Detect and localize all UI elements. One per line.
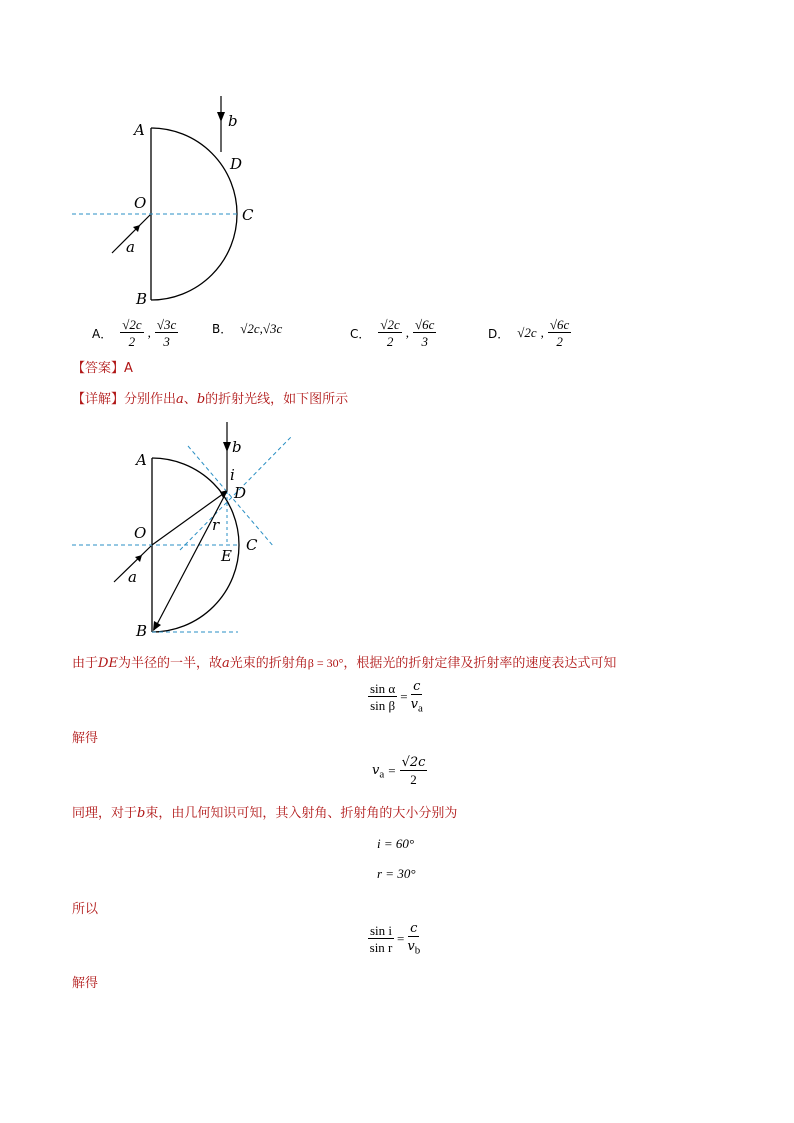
eq2-den: 2: [410, 772, 417, 787]
option-B[interactable]: [212, 320, 282, 337]
option-A-frac2: [155, 318, 178, 348]
suoyi: 所以: [72, 902, 99, 917]
option-A-frac2-den: 3: [163, 334, 170, 349]
option-A-frac1-num: √2c: [122, 317, 142, 332]
option-D-frac2-num: √6c: [549, 317, 570, 332]
refracted-ray-b-arrowhead: [153, 621, 161, 631]
label-r: r: [212, 516, 220, 534]
option-C-sep: ,: [405, 325, 410, 340]
option-D-frac2-den: 2: [556, 334, 563, 349]
answer-tag: 【答案】: [72, 361, 125, 376]
option-A-label: A．: [92, 326, 113, 341]
answer-line: [72, 357, 133, 376]
detail-a: a: [176, 392, 184, 407]
option-A-frac2-num: √3c: [156, 317, 177, 332]
label-a-2: a: [128, 568, 137, 586]
line2-pre: 同理，对于: [72, 806, 138, 821]
eq5-right-den-sub: b: [414, 944, 421, 957]
eq2-v: v: [372, 762, 380, 778]
option-C-frac1: [378, 318, 401, 348]
label-O-2: O: [134, 524, 147, 542]
option-C[interactable]: [350, 318, 436, 348]
line2-post: 束，由几何知识可知，其入射角、折射角的大小分别为: [145, 806, 458, 821]
eq1-right-den-sub: a: [417, 702, 423, 715]
option-C-frac2: [413, 318, 436, 348]
eq2-frac: [400, 756, 428, 786]
eq2-equals: =: [388, 763, 396, 778]
eq1-left-num: sin α: [370, 681, 396, 697]
option-B-label: B．: [212, 322, 233, 336]
line1-mid1: 为半径的一半，故: [117, 656, 222, 671]
option-D-frac2: [548, 318, 571, 348]
label-A-2: A: [136, 451, 147, 469]
option-A-sep: ,: [147, 325, 151, 340]
option-A-frac1: [120, 318, 143, 348]
label-i: i: [230, 466, 235, 484]
label-D-2: D: [234, 484, 247, 502]
eq5-equals: =: [397, 931, 405, 947]
figure-2-diagram: [60, 418, 310, 643]
option-C-label: C．: [350, 326, 371, 341]
detail-sep: 、: [183, 392, 197, 407]
equation-va: [372, 756, 427, 786]
label-C: C: [242, 206, 254, 224]
refracted-ray-b: [154, 491, 227, 630]
line1-a: a: [221, 656, 230, 671]
eq5-left-frac: [368, 924, 394, 954]
explanation-line-2: [72, 802, 457, 821]
line1-mid2: 光束的折射角: [229, 656, 308, 671]
option-C-frac1-num: √2c: [380, 317, 400, 332]
option-A[interactable]: [92, 318, 178, 348]
option-B-expr: √2c,√3c: [240, 320, 283, 336]
detail-b: b: [196, 392, 206, 407]
figure-1-diagram: [60, 90, 280, 310]
eq2-num: √2c: [401, 755, 426, 770]
option-A-frac1-den: 2: [128, 334, 136, 349]
eq5-right-num: c: [410, 921, 418, 936]
jiede-1: 解得: [72, 731, 99, 746]
label-A: A: [134, 121, 145, 139]
label-E: E: [221, 547, 232, 565]
option-C-frac2-num: √6c: [415, 317, 435, 332]
jiede-2: 解得: [72, 976, 99, 991]
option-D[interactable]: [488, 318, 571, 348]
equation-i: i = 60°: [377, 836, 415, 851]
label-D: D: [230, 155, 243, 173]
detail-tag: 【详解】: [72, 392, 125, 407]
option-D-label: D．: [488, 326, 510, 341]
equation-snell-b: [368, 922, 420, 957]
label-a: a: [126, 238, 135, 256]
eq1-right-frac: [411, 680, 423, 715]
ray-b-arrowhead: [217, 112, 225, 122]
eq1-equals: =: [400, 689, 408, 705]
ray-b-2-arrowhead: [223, 442, 231, 452]
eq5-left-num: sin i: [370, 923, 393, 939]
eq5-left-den: sin r: [369, 940, 393, 956]
eq1-left-den: sin β: [370, 698, 396, 714]
eq5-right-frac: [407, 922, 420, 957]
label-B-2: B: [136, 622, 148, 640]
line1-pre: 由于: [72, 656, 99, 671]
eq1-right-num: c: [413, 679, 421, 694]
line1-de: DE: [98, 656, 118, 671]
equation-r: r = 30°: [377, 866, 416, 881]
answer-value: A: [124, 361, 133, 376]
label-b: b: [228, 112, 238, 130]
eq1-right-den-v: v: [410, 697, 418, 712]
option-D-sep: ,: [540, 325, 544, 340]
option-D-v1: √2c: [517, 325, 537, 340]
equation-snell-a: [368, 680, 423, 715]
option-C-frac2-den: 3: [421, 334, 428, 349]
label-O: O: [134, 194, 147, 212]
label-B: B: [136, 290, 148, 308]
option-C-frac1-den: 2: [386, 334, 394, 349]
label-C-2: C: [246, 536, 258, 554]
line1-beta: β = 30°: [307, 656, 344, 670]
eq1-left-frac: [368, 682, 397, 712]
line1-post: ，根据光的折射定律及折射率的速度表达式可知: [343, 656, 617, 671]
detail-text-post: 的折射光线，如下图所示: [205, 392, 349, 407]
explanation-line-1: [72, 652, 616, 671]
eq5-right-den-v: v: [407, 939, 415, 954]
tangent-dashed-line: [188, 446, 274, 547]
detail-line: [72, 388, 348, 407]
eq2-sub: a: [379, 768, 385, 781]
label-b-2: b: [232, 438, 242, 456]
line2-b: b: [137, 806, 146, 821]
detail-text-pre: 分别作出: [124, 392, 177, 407]
